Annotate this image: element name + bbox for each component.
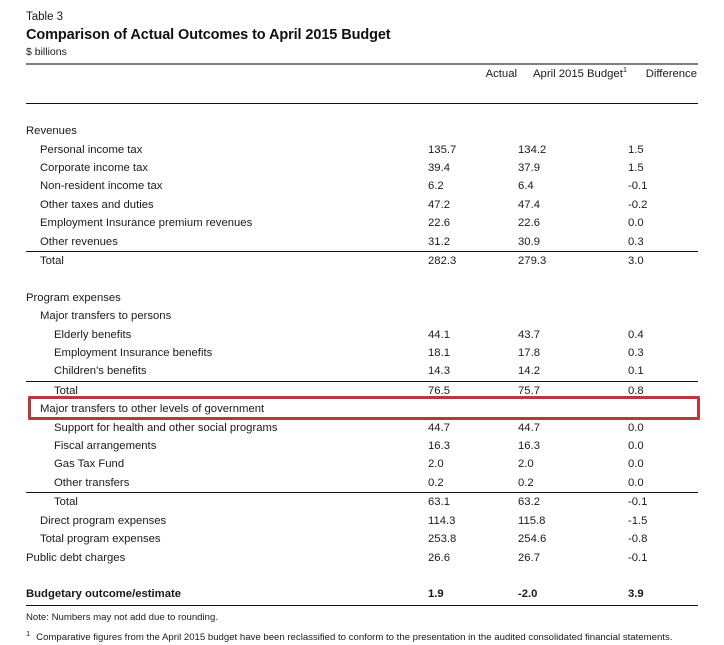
cell-budget: 134.2 <box>518 143 547 156</box>
cell-difference: -1.5 <box>628 514 648 527</box>
cell-budget: 2.0 <box>518 458 534 471</box>
cell-difference <box>628 400 698 418</box>
cell-difference <box>628 289 698 307</box>
cell-actual: 0.2 <box>428 476 444 489</box>
financial-table <box>26 65 698 606</box>
cell-actual: 16.3 <box>428 440 450 453</box>
row-label: Support for health and other social programs <box>54 421 278 434</box>
cell-actual: 22.6 <box>428 217 450 230</box>
table-header-row <box>26 65 698 85</box>
cell-budget: 44.7 <box>518 421 540 434</box>
cell-actual: 39.4 <box>428 162 450 174</box>
cell-difference: 3.0 <box>628 252 698 271</box>
cell-budget: 14.2 <box>518 365 540 378</box>
row-label: Employment Insurance premium revenues <box>40 217 253 230</box>
cell-budget <box>518 122 628 140</box>
cell-actual: 76.5 <box>428 381 518 400</box>
table-row <box>26 455 698 473</box>
cell-actual: 26.6 <box>428 551 450 564</box>
cell-actual: 14.3 <box>428 365 450 378</box>
table-row <box>26 326 698 344</box>
cell-difference: -0.1 <box>628 493 698 512</box>
cell-budget: 254.6 <box>518 533 547 546</box>
table-row <box>26 381 698 400</box>
table-row <box>26 400 698 418</box>
row-label: Revenues <box>26 125 77 138</box>
table-row <box>26 419 698 437</box>
table-row <box>26 289 698 307</box>
table-row <box>26 549 698 567</box>
cell-difference <box>628 307 698 325</box>
cell-difference: 1.5 <box>628 162 644 174</box>
cell-actual <box>428 289 518 307</box>
row-label: Other transfers <box>54 476 130 489</box>
page-title: Comparison of Actual Outcomes to April 2015 Budget <box>26 27 391 43</box>
cell-budget: 6.4 <box>518 180 534 193</box>
table-row <box>26 159 698 177</box>
table-row <box>26 344 698 362</box>
cell-difference: 0.4 <box>628 328 644 341</box>
cell-difference: 0.0 <box>628 440 644 453</box>
table-row <box>26 252 698 271</box>
cell-difference: -0.1 <box>628 180 648 193</box>
cell-actual <box>428 122 518 140</box>
table-bottom-rule <box>26 604 698 606</box>
cell-difference: 0.1 <box>628 365 644 378</box>
cell-actual: 253.8 <box>428 533 457 546</box>
cell-actual: 44.7 <box>428 421 450 434</box>
column-header-budget-text: April 2015 Budget <box>533 68 623 80</box>
cell-budget: 37.9 <box>518 162 540 174</box>
table-label: Table 3 <box>26 11 64 23</box>
cell-budget: 30.9 <box>518 235 540 248</box>
row-spacer <box>26 270 698 288</box>
header-divider-thin <box>26 85 698 103</box>
row-label: Total <box>26 381 428 400</box>
cell-actual: 135.7 <box>428 143 457 156</box>
cell-actual: 6.2 <box>428 180 444 193</box>
cell-difference: 0.0 <box>628 476 644 489</box>
cell-actual <box>428 400 518 418</box>
cell-difference: 0.0 <box>628 217 644 230</box>
row-label: Employment Insurance benefits <box>54 347 213 360</box>
table-row <box>26 362 698 381</box>
column-header-difference: Difference <box>645 68 697 80</box>
table-row <box>26 493 698 512</box>
cell-actual: 18.1 <box>428 347 450 360</box>
cell-actual: 1.9 <box>428 588 444 601</box>
cell-budget <box>518 307 628 325</box>
cell-budget: 16.3 <box>518 440 540 453</box>
table-row <box>26 512 698 530</box>
table-row <box>26 437 698 455</box>
cell-difference: -0.2 <box>628 198 648 211</box>
row-label: Corporate income tax <box>40 162 148 174</box>
column-header-actual: Actual <box>485 68 517 80</box>
cell-difference: 1.5 <box>628 143 644 156</box>
table-row <box>26 141 698 159</box>
financial-table-body <box>26 122 698 606</box>
row-label: Personal income tax <box>40 143 143 156</box>
cell-difference: 0.0 <box>628 421 644 434</box>
cell-budget: 0.2 <box>518 476 534 489</box>
table-row <box>26 307 698 325</box>
row-label: Total program expenses <box>40 533 161 546</box>
cell-budget: 43.7 <box>518 328 540 341</box>
row-label: Program expenses <box>26 291 121 304</box>
cell-budget <box>518 400 628 418</box>
cell-budget: 26.7 <box>518 551 540 564</box>
table-row <box>26 122 698 140</box>
row-label: Public debt charges <box>26 551 126 564</box>
footnote-marker-header: 1 <box>622 65 627 75</box>
row-label: Direct program expenses <box>40 514 167 527</box>
row-label: Major transfers to other levels of government <box>40 403 265 416</box>
cell-actual: 114.3 <box>428 514 456 527</box>
cell-budget: 115.8 <box>518 514 546 527</box>
row-label: Budgetary outcome/estimate <box>26 588 182 601</box>
cell-difference: 3.9 <box>628 588 644 601</box>
cell-actual: 63.1 <box>428 493 518 512</box>
cell-budget: 47.4 <box>518 198 540 211</box>
table-row <box>26 585 698 603</box>
row-label: Non-resident income tax <box>40 180 163 193</box>
cell-actual <box>428 307 518 325</box>
cell-difference: -0.1 <box>628 551 648 564</box>
cell-difference: -0.8 <box>628 533 648 546</box>
row-label: Total <box>26 493 428 512</box>
cell-difference: 0.3 <box>628 347 644 360</box>
table-row <box>26 233 698 252</box>
row-label: Major transfers to persons <box>40 310 172 323</box>
row-label: Other taxes and duties <box>40 198 154 211</box>
cell-budget <box>518 289 628 307</box>
cell-budget: 63.2 <box>518 493 628 512</box>
row-label: Total <box>26 252 428 271</box>
table-notes <box>26 611 698 645</box>
column-header-label <box>26 65 428 85</box>
note-footnote <box>26 628 698 645</box>
note-footnote-text: Comparative figures from the April 2015 budget have been reclassified to conform to the presentation in the audited consolidated financial statements. <box>36 631 673 643</box>
cell-actual: 44.1 <box>428 328 450 341</box>
row-label: Children's benefits <box>54 365 147 378</box>
table-row <box>26 196 698 214</box>
cell-actual: 47.2 <box>428 198 450 211</box>
table-row <box>26 177 698 195</box>
cell-difference: 0.3 <box>628 235 644 248</box>
cell-difference: 0.8 <box>628 381 698 400</box>
table-units: $ billions <box>26 46 67 58</box>
row-label: Fiscal arrangements <box>54 440 157 453</box>
row-label: Gas Tax Fund <box>54 458 125 471</box>
cell-difference: 0.0 <box>628 458 644 471</box>
cell-budget: 22.6 <box>518 217 540 230</box>
table-row <box>26 474 698 493</box>
footnote-marker-note: 1 <box>26 628 31 638</box>
rule-line <box>26 605 698 606</box>
header-spacer <box>26 104 698 122</box>
cell-budget: 279.3 <box>518 252 628 271</box>
note-rounding: Note: Numbers may not add due to rounding. <box>26 611 218 623</box>
cell-actual: 2.0 <box>428 458 444 471</box>
cell-budget: 17.8 <box>518 347 540 360</box>
row-label: Other revenues <box>40 235 118 248</box>
row-label: Elderly benefits <box>54 328 132 341</box>
cell-actual: 282.3 <box>428 252 518 271</box>
cell-budget: 75.7 <box>518 381 628 400</box>
cell-actual: 31.2 <box>428 235 450 248</box>
table-row <box>26 214 698 232</box>
table-header-block <box>0 0 724 59</box>
cell-difference <box>628 122 698 140</box>
column-header-budget <box>518 65 628 85</box>
table-row <box>26 530 698 548</box>
row-spacer <box>26 567 698 585</box>
cell-budget: -2.0 <box>518 588 538 601</box>
